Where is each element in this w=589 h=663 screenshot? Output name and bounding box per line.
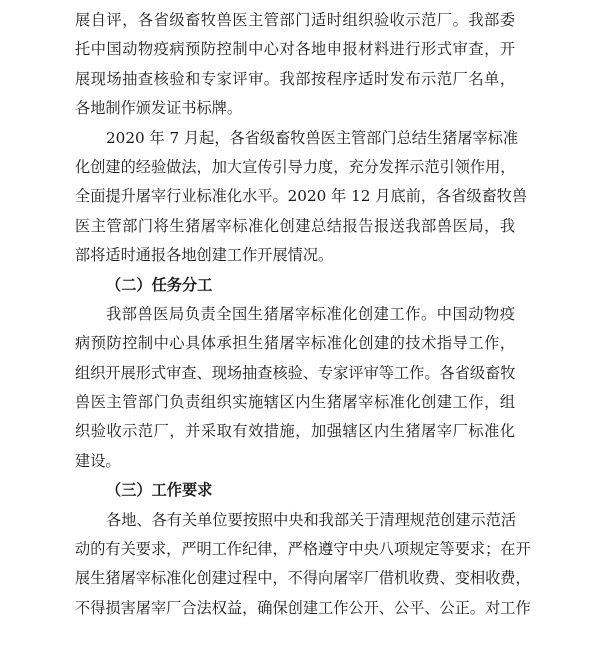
text-line: 展自评，各省级畜牧兽医主管部门适时组织验收示范厂。我部委 (75, 11, 515, 29)
text-line: 兽医主管部门负责组织实施辖区内生猪屠宰标准化创建工作，组 (75, 393, 515, 412)
text-line: 各地制作颁发证书标牌。 (75, 99, 243, 118)
text-line: 我部兽医局负责全国生猪屠宰标准化创建工作。中国动物疫 (106, 304, 515, 323)
text-line: 展生猪屠宰标准化创建过程中，不得向屠宰厂借机收费、变相收费， (75, 569, 531, 588)
text-line: 托中国动物疫病预防控制中心对各地申报材料进行形式审查，开 (75, 40, 515, 59)
text-line: 全面提升屠宰行业标准化水平。2020 年 12 月底前，各省级畜牧兽 (75, 187, 528, 206)
text-line: 展现场抽查核验和专家评审。我部按程序适时发布示范厂名单， (75, 69, 515, 88)
text-line: 织验收示范厂，并采取有效措施，加强辖区内生猪屠宰厂标准化 (75, 422, 515, 441)
text-line: 化创建的经验做法，加大宣传引导力度，充分发挥示范引领作用， (75, 157, 516, 176)
section-heading-work-requirements: （三）工作要求 (106, 481, 213, 500)
text-line: 各地、各有关单位要按照中央和我部关于清理规范创建示范活 (106, 510, 517, 529)
text-line: 动的有关要求，严明工作纪律，严格遵守中央八项规定等要求；在开 (75, 540, 531, 559)
document-body (75, 6, 531, 623)
text-line: 组织开展形式审查、现场抽查核验、专家评审等工作。各省级畜牧 (75, 363, 516, 382)
text-line: 建设。 (75, 451, 121, 470)
text-line: 部将适时通报各地创建工作开展情况。 (75, 246, 334, 265)
text-line: 医主管部门将生猪屠宰标准化创建总结报告报送我部兽医局，我 (75, 216, 515, 235)
text-line: 不得损害屠宰厂合法权益，确保创建工作公开、公平、公正。对工作 (75, 598, 531, 617)
section-heading-task-division: （二）任务分工 (106, 275, 213, 294)
text-line: 病预防控制中心具体承担生猪屠宰标准化创建的技术指导工作， (75, 334, 515, 353)
text-line: 2020 年 7 月起，各省级畜牧兽医主管部门总结生猪屠宰标准 (106, 128, 519, 147)
